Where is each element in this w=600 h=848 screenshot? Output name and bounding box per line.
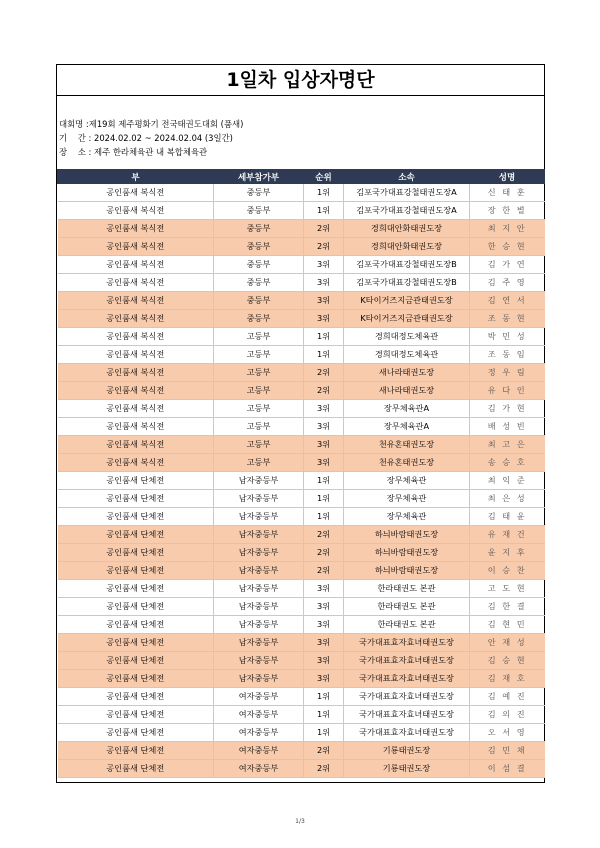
table-row xyxy=(58,598,545,616)
cell-team: 하늬바람태권도장 xyxy=(344,526,470,544)
table-row xyxy=(58,400,545,418)
cell-division: 공인품새 단체전 xyxy=(58,616,214,634)
cell-division: 공인품새 단체전 xyxy=(58,580,214,598)
cell-category: 남자중등부 xyxy=(214,616,304,634)
cell-category: 중등부 xyxy=(214,292,304,310)
cell-division: 공인품새 복식전 xyxy=(58,364,214,382)
cell-division: 공인품새 복식전 xyxy=(58,418,214,436)
cell-name: 최 고 은 xyxy=(470,436,545,454)
cell-category: 여자중등부 xyxy=(214,760,304,778)
cell-category: 남자중등부 xyxy=(214,670,304,688)
cell-category: 여자중등부 xyxy=(214,706,304,724)
roster-sheet xyxy=(56,64,545,783)
cell-rank: 2위 xyxy=(304,526,344,544)
cell-name: 김 가 연 xyxy=(470,256,545,274)
table-row xyxy=(58,688,545,706)
cell-division: 공인품새 단체전 xyxy=(58,472,214,490)
cell-category: 중등부 xyxy=(214,220,304,238)
cell-rank: 2위 xyxy=(304,760,344,778)
table-row xyxy=(58,202,545,220)
cell-division: 공인품새 복식전 xyxy=(58,292,214,310)
cell-team: 국가대표효자효녀태권도장 xyxy=(344,706,470,724)
cell-rank: 2위 xyxy=(304,364,344,382)
cell-category: 남자중등부 xyxy=(214,634,304,652)
header-name: 성명 xyxy=(470,170,545,184)
cell-category: 여자중등부 xyxy=(214,742,304,760)
table-row xyxy=(58,436,545,454)
cell-category: 남자중등부 xyxy=(214,652,304,670)
cell-name: 박 민 성 xyxy=(470,328,545,346)
page-number: 1/3 xyxy=(295,818,305,825)
cell-name: 김 예 진 xyxy=(470,688,545,706)
cell-category: 중등부 xyxy=(214,202,304,220)
table-row xyxy=(58,274,545,292)
cell-division: 공인품새 단체전 xyxy=(58,508,214,526)
cell-division: 공인품새 복식전 xyxy=(58,256,214,274)
venue-info xyxy=(59,145,207,159)
cell-team: 김포국가대표강철태권도장A xyxy=(344,202,470,220)
cell-name: 김 의 진 xyxy=(470,706,545,724)
cell-team: 새나라태권도장 xyxy=(344,364,470,382)
cell-team: 기룡태권도장 xyxy=(344,760,470,778)
cell-rank: 2위 xyxy=(304,562,344,580)
cell-category: 여자중등부 xyxy=(214,688,304,706)
cell-division: 공인품새 복식전 xyxy=(58,274,214,292)
cell-rank: 1위 xyxy=(304,706,344,724)
table-row xyxy=(58,526,545,544)
cell-division: 공인품새 단체전 xyxy=(58,562,214,580)
cell-name: 조 동 현 xyxy=(470,310,545,328)
cell-team: K타이거즈지금관태권도장 xyxy=(344,292,470,310)
cell-division: 공인품새 단체전 xyxy=(58,760,214,778)
cell-team: 장무체육관A xyxy=(344,418,470,436)
cell-rank: 3위 xyxy=(304,634,344,652)
cell-division: 공인품새 복식전 xyxy=(58,220,214,238)
cell-name: 오 서 영 xyxy=(470,724,545,742)
cell-rank: 2위 xyxy=(304,742,344,760)
cell-team: 장무체육관A xyxy=(344,400,470,418)
cell-division: 공인품새 단체전 xyxy=(58,544,214,562)
cell-name: 안 재 성 xyxy=(470,634,545,652)
cell-name: 김 가 현 xyxy=(470,400,545,418)
cell-name: 신 태 훈 xyxy=(470,184,545,202)
winners-table xyxy=(57,169,545,778)
cell-name: 이 승 찬 xyxy=(470,562,545,580)
cell-name: 배 성 빈 xyxy=(470,418,545,436)
table-row xyxy=(58,616,545,634)
cell-division: 공인품새 복식전 xyxy=(58,184,214,202)
cell-name: 최 은 성 xyxy=(470,490,545,508)
period-value: 2024.02.02 ~ 2024.02.04 (3일간) xyxy=(93,133,233,143)
cell-rank: 3위 xyxy=(304,652,344,670)
cell-rank: 3위 xyxy=(304,436,344,454)
table-row xyxy=(58,652,545,670)
cell-team: 하늬바람태권도장 xyxy=(344,544,470,562)
cell-name: 김 주 영 xyxy=(470,274,545,292)
header-category: 세부참가부 xyxy=(214,170,304,184)
cell-name: 김 태 윤 xyxy=(470,508,545,526)
cell-division: 공인품새 단체전 xyxy=(58,724,214,742)
cell-rank: 1위 xyxy=(304,184,344,202)
cell-team: 경희대정도체육관 xyxy=(344,328,470,346)
cell-name: 이 섬 결 xyxy=(470,760,545,778)
cell-team: 국가대표효자효녀태권도장 xyxy=(344,688,470,706)
cell-team: 장무체육관 xyxy=(344,490,470,508)
table-row xyxy=(58,418,545,436)
cell-team: 장무체육관 xyxy=(344,508,470,526)
table-row xyxy=(58,238,545,256)
cell-rank: 2위 xyxy=(304,544,344,562)
cell-team: 경희대안화태권도장 xyxy=(344,220,470,238)
cell-category: 남자중등부 xyxy=(214,562,304,580)
cell-team: 한라태권도 본관 xyxy=(344,616,470,634)
cell-category: 남자중등부 xyxy=(214,580,304,598)
table-row xyxy=(58,490,545,508)
cell-name: 김 연 서 xyxy=(470,292,545,310)
cell-name: 유 다 인 xyxy=(470,382,545,400)
cell-team: 하늬바람태권도장 xyxy=(344,562,470,580)
cell-name: 최 익 준 xyxy=(470,472,545,490)
venue-value: 제주 한라체육관 내 복합체육관 xyxy=(93,147,208,157)
cell-division: 공인품새 복식전 xyxy=(58,310,214,328)
table-row xyxy=(58,634,545,652)
table-row xyxy=(58,724,545,742)
cell-name: 한 승 현 xyxy=(470,238,545,256)
cell-category: 남자중등부 xyxy=(214,544,304,562)
cell-category: 고등부 xyxy=(214,382,304,400)
table-row xyxy=(58,706,545,724)
cell-category: 고등부 xyxy=(214,328,304,346)
cell-division: 공인품새 단체전 xyxy=(58,598,214,616)
cell-rank: 3위 xyxy=(304,670,344,688)
cell-team: 천유혼태권도장 xyxy=(344,436,470,454)
table-row xyxy=(58,310,545,328)
cell-category: 남자중등부 xyxy=(214,490,304,508)
cell-division: 공인품새 복식전 xyxy=(58,202,214,220)
cell-category: 고등부 xyxy=(214,364,304,382)
table-row xyxy=(58,292,545,310)
cell-name: 윤 지 후 xyxy=(470,544,545,562)
cell-category: 남자중등부 xyxy=(214,598,304,616)
cell-team: 김포국가대표강철태권도장B xyxy=(344,256,470,274)
table-row xyxy=(58,544,545,562)
table-row xyxy=(58,742,545,760)
cell-name: 김 현 민 xyxy=(470,616,545,634)
cell-division: 공인품새 복식전 xyxy=(58,454,214,472)
cell-team: 국가대표효자효녀태권도장 xyxy=(344,652,470,670)
cell-team: 천유혼태권도장 xyxy=(344,454,470,472)
cell-team: 경희대정도체육관 xyxy=(344,346,470,364)
cell-team: 김포국가대표강철태권도장A xyxy=(344,184,470,202)
table-row xyxy=(58,382,545,400)
cell-rank: 1위 xyxy=(304,508,344,526)
cell-name: 최 지 안 xyxy=(470,220,545,238)
cell-team: 한라태권도 본관 xyxy=(344,598,470,616)
cell-rank: 1위 xyxy=(304,346,344,364)
cell-rank: 1위 xyxy=(304,688,344,706)
cell-name: 김 민 채 xyxy=(470,742,545,760)
cell-team: K타이거즈지금관태권도장 xyxy=(344,310,470,328)
table-row xyxy=(58,472,545,490)
table-body xyxy=(58,184,545,778)
header-rank: 순위 xyxy=(304,170,344,184)
cell-division: 공인품새 복식전 xyxy=(58,346,214,364)
cell-rank: 2위 xyxy=(304,238,344,256)
table-header-row xyxy=(58,170,545,184)
cell-team: 경희대안화태권도장 xyxy=(344,238,470,256)
table-row xyxy=(58,580,545,598)
cell-rank: 2위 xyxy=(304,382,344,400)
table-row xyxy=(58,328,545,346)
cell-name: 김 재 호 xyxy=(470,670,545,688)
cell-category: 고등부 xyxy=(214,454,304,472)
cell-name: 정 우 림 xyxy=(470,364,545,382)
cell-division: 공인품새 단체전 xyxy=(58,670,214,688)
cell-rank: 3위 xyxy=(304,454,344,472)
header-team: 소속 xyxy=(344,170,470,184)
event-info xyxy=(59,117,243,131)
cell-name: 유 재 건 xyxy=(470,526,545,544)
cell-team: 기룡태권도장 xyxy=(344,742,470,760)
table-row xyxy=(58,364,545,382)
cell-rank: 3위 xyxy=(304,310,344,328)
event-value: 제19회 제주평화기 전국태권도대회 (품새) xyxy=(88,119,244,129)
cell-division: 공인품새 단체전 xyxy=(58,526,214,544)
cell-rank: 3위 xyxy=(304,274,344,292)
cell-division: 공인품새 단체전 xyxy=(58,634,214,652)
cell-team: 새나라태권도장 xyxy=(344,382,470,400)
table-row xyxy=(58,184,545,202)
cell-rank: 1위 xyxy=(304,724,344,742)
cell-team: 국가대표효자효녀태권도장 xyxy=(344,634,470,652)
cell-division: 공인품새 단체전 xyxy=(58,706,214,724)
cell-rank: 3위 xyxy=(304,598,344,616)
cell-rank: 1위 xyxy=(304,490,344,508)
cell-category: 고등부 xyxy=(214,418,304,436)
cell-division: 공인품새 단체전 xyxy=(58,652,214,670)
cell-division: 공인품새 복식전 xyxy=(58,328,214,346)
cell-name: 장 한 별 xyxy=(470,202,545,220)
cell-rank: 1위 xyxy=(304,472,344,490)
cell-category: 중등부 xyxy=(214,238,304,256)
cell-rank: 3위 xyxy=(304,256,344,274)
cell-category: 중등부 xyxy=(214,310,304,328)
cell-category: 고등부 xyxy=(214,400,304,418)
table-row xyxy=(58,256,545,274)
cell-rank: 3위 xyxy=(304,400,344,418)
cell-division: 공인품새 복식전 xyxy=(58,238,214,256)
table-row xyxy=(58,760,545,778)
cell-rank: 3위 xyxy=(304,418,344,436)
cell-category: 고등부 xyxy=(214,436,304,454)
cell-category: 중등부 xyxy=(214,274,304,292)
cell-name: 김 승 현 xyxy=(470,652,545,670)
cell-team: 국가대표효자효녀태권도장 xyxy=(344,670,470,688)
table-row xyxy=(58,508,545,526)
cell-division: 공인품새 복식전 xyxy=(58,382,214,400)
cell-team: 국가대표효자효녀태권도장 xyxy=(344,724,470,742)
venue-label: 장 소 : xyxy=(59,147,94,157)
table-row xyxy=(58,670,545,688)
cell-division: 공인품새 단체전 xyxy=(58,688,214,706)
event-label: 대회명 : xyxy=(59,119,89,129)
cell-category: 중등부 xyxy=(214,256,304,274)
cell-category: 여자중등부 xyxy=(214,724,304,742)
cell-division: 공인품새 단체전 xyxy=(58,742,214,760)
table-row xyxy=(58,562,545,580)
cell-rank: 3위 xyxy=(304,580,344,598)
cell-rank: 3위 xyxy=(304,292,344,310)
cell-category: 남자중등부 xyxy=(214,508,304,526)
cell-name: 고 도 현 xyxy=(470,580,545,598)
table-row xyxy=(58,220,545,238)
table-row xyxy=(58,454,545,472)
cell-team: 한라태권도 본관 xyxy=(344,580,470,598)
cell-category: 고등부 xyxy=(214,346,304,364)
cell-division: 공인품새 단체전 xyxy=(58,490,214,508)
cell-category: 중등부 xyxy=(214,184,304,202)
cell-name: 조 동 임 xyxy=(470,346,545,364)
page-title: 1일차 입상자명단 xyxy=(57,65,544,96)
cell-name: 김 한 결 xyxy=(470,598,545,616)
table-row xyxy=(58,346,545,364)
period-label: 기 간 : xyxy=(59,133,94,143)
cell-team: 김포국가대표강철태권도장B xyxy=(344,274,470,292)
cell-category: 남자중등부 xyxy=(214,526,304,544)
cell-team: 장무체육관 xyxy=(344,472,470,490)
cell-rank: 1위 xyxy=(304,202,344,220)
cell-rank: 3위 xyxy=(304,616,344,634)
cell-rank: 2위 xyxy=(304,220,344,238)
cell-rank: 1위 xyxy=(304,328,344,346)
header-division: 부 xyxy=(58,170,214,184)
cell-division: 공인품새 복식전 xyxy=(58,400,214,418)
period-info xyxy=(59,131,233,145)
cell-division: 공인품새 복식전 xyxy=(58,436,214,454)
cell-name: 송 승 호 xyxy=(470,454,545,472)
cell-category: 남자중등부 xyxy=(214,472,304,490)
